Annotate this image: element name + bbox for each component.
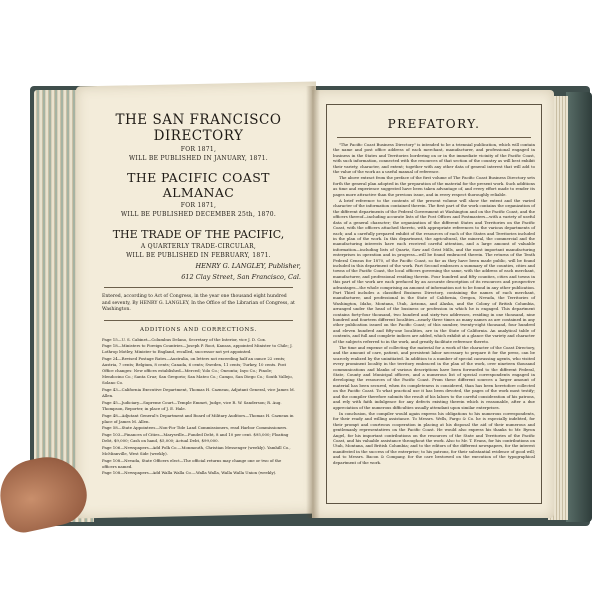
additions-item: Page 108—Newspapers—Add Walla Walla Co.—Walla Walla, Walla Walla Union (weekly). (102, 470, 277, 476)
prefatory-paragraph: The above extract from the preface of the first volume of The Pacific Coast Business Directory sets forth the general plan adopted in the preparation of the material for the present work. Such additions as time and experience suggested have been taken advantage of, and every effort made to render its pages more attractive than the previous issue, and in every respect thoroughly reliable. (333, 175, 535, 197)
prefatory-paragraph: A brief reference to the contents of the present volume will show the extent and the varied character of the information contained therein. The first part of the work contains the organization of the different departments of the Federal Government at Washington and on the Pacific Coast, and the officers thereof—including accurate lists of the Post Offices and Postmasters—with a variety of useful data of a general character; the organization of the different States and Territories on the Pacific Coast, with the officers attached thereto, with appropriate references to the various departments of each; and a carefully prepared exhibit of the resources of each of the States and Territories included in the plan of the work. In this department, the agricultural, the mineral, the commercial and the manufacturing interests have each received careful attention, and a large amount of valuable information—including lists of Quartz, Saw and Grist Mills, and the most important manufacturing enterprises in operation and in progress—will be found embraced therein. The returns of the Tenth Federal Census for 1870, of the Pacific Coast, so far as they have been made public, will be found included in this department of the work. Part Second embraces a summary of the counties, cities and towns of the Pacific Coast, the local officers governing the same, with the address of each merchant, manufacturer, and professional residing therein. Four hundred and fifty counties, cities and towns in this part of the work are each prefaced by an accurate description of its resources and prospective advantages—the whole comprising an amount of information not to be found in any other publication. Part Third includes a classified Business Directory, containing the names of each merchant, manufacturer, and professional in the State of California, Oregon, Nevada, the Territories of Washington, Idaho, Montana, Utah, Arizona, and Alaska, and the Colony of British Columbia, arranged under the head of the business or profession in which he is engaged. This department contains forty-four thousand, two hundred and sixty-two addresses, residing in one thousand, nine hundred and fourteen different localities—nearly three times as many names as are contained in any other publication issued on the Pacific Coast; of this number, twenty-eight thousand, four hundred and eleven hundred and fifty-one localities, are in the State of California. An analytical table of contents, and full and complete indices are added, which exhibit at a glance the variety and character of the subjects referred to in the work, and greatly facilitate reference thereto. (333, 198, 535, 344)
almanac-title: THE PACIFIC COAST ALMANAC (127, 170, 270, 200)
almanac-year: FOR 1871, (180, 202, 217, 209)
trade-subtitle: A QUARTERLY TRADE-CIRCULAR, (140, 243, 257, 250)
additions-item: Page 108—Nevada, State Officers elect—The official returns may change one or two of the officers named. (102, 457, 282, 469)
prefatory-title: PREFATORY. (387, 117, 481, 131)
book-back-cover-edge (566, 92, 592, 522)
additions-item: Page 24—Revised Postage Rates—Australia, on letters not exceeding half an ounce 22 cents; Austria, 7 cents; Belgium, 8 cents; Canada, 6 cents; Sweden, 11 cents; Turkey, 10 cents. Post Office changes: New offices established—Merced; Yolo Co.; Oneonta; Inyo Co.; Pinole; Mendocino Co.; Santa Cruz; San Gregorio; San Mateo Co.; Campo, San Diego Co.; South Vallejo, Solano Co. (102, 355, 294, 386)
prefatory-paragraph: "The Pacific Coast Business Directory" is intended to be a triennial publication, which will contain the name and post office address of each merchant, manufacturer, and professional engaged in business in the States and Territories bordering on or in the immediate vicinity of the Pacific Coast, with such information, connected with the resources of that section of the country as will best exhibit their variety, character, and extent; together with any other data of general interest that will add to the value of the work as a useful manual of reference. (333, 142, 535, 175)
additions-item: Page 106—Newspapers—Add Polk Co.—Monmouth, Christian Messenger (weekly). Yamhill Co., McMinnville, West Side (weekly). (102, 444, 291, 456)
publisher-address: 612 Clay Street, San Francisco, Cal. (181, 273, 301, 281)
copyright-notice: Entered, according to Act of Congress, in the year one thousand eight hundred and seventy, By HENRY G. LANGLEY, In the Office of the Librarian of Congress, at Washington. (102, 294, 295, 312)
directory-year: FOR 1871, (180, 146, 217, 153)
divider (104, 320, 293, 321)
additions-item: Page 15—U. S. Cabinet—Columbus Delano, Secretary of the Interior, vice J. D. Cox. (102, 336, 267, 342)
right-page-content (326, 104, 542, 504)
directory-publication: WILL BE PUBLISHED IN JANUARY, 1871. (128, 155, 269, 162)
prefatory-paragraph: The time and expense of collecting the material for a work of the character of the Coast Directory, and the amount of care, patient, and persistent labor necessary to prepare it for the press, can be scarcely realized by the uninitiated. In addition to a number of special canvassing agents, who visited every prominent locality in the territory embraced in the plan of the work, over nineteen thousand communications and blanks of various descriptions have been forwarded to the different Federal, State, County and Municipal officers, and a numerous list of special correspondents engaged in developing the resources of the Pacific Coast. From these different sources a larger amount of material has been secured, when its completeness is considered, than has been heretofore collected on the Pacific Coast. To what practical use it has been devoted, the pages of the work most testify; and the compiler therefore submits the result of his labors to the careful consideration of his patrons, and rely with faith indulgence for any defects existing therein which is reasonable, after a due appreciation of the numerous difficulties usually attendant upon similar enterprises. (333, 345, 535, 410)
additions-item: Page 18—Ministers to Foreign Countries—Joseph P. Root, Kansas, appointed Minister to Chile; J. Lothrop Motley, Minister to England, recalled, successor not yet appointed. (102, 343, 293, 355)
additions-item: Page 45—Judiciary—Supreme Court—Temple Emmet, Judge, vice R. W. Sanderson; R. Aug. Thompson, Reporter, in place of J. E. Hale. (102, 399, 282, 411)
prefatory-paragraph: In conclusion, the compiler would again express his obligations to his numerous correspondents, for their ready and willing assistance. To Messrs. Wells, Fargo & Co. he is especially indebted, for their prompt and courteous cooperation in placing at his disposal the aid of their numerous and gentlemanly representatives on the Pacific Coast. He would also express his thanks to Mr. Byron Angel, for his important contributions on the resources of the State and Territories of the Pacific Coast, and his valuable assistance throughout the work. Also to Mr. T. Evans, for his contributions on Utah, Montana, and British Columbia; and to the editors of the different newspapers, for the interest manifested in the success of the enterprise; to his patrons, for their substantial evidence of good will; and to Messrs. Bacon & Company, for the care bestowed on the execution of the typographical department of the work. (333, 410, 535, 465)
additions-heading: ADDITIONS AND CORRECTIONS. (139, 326, 258, 333)
book-gutter (306, 86, 320, 518)
additions-item: Page 48—Adjutant General's Department and Board of Military Auditors—Thomas H. Cazneau in place of James M. Allen. (102, 412, 294, 424)
left-page-content (96, 100, 301, 477)
directory-title: THE SAN FRANCISCO DIRECTORY (115, 112, 282, 144)
additions-item: Page 43—California Executive Department, Thomas H. Cazneau, Adjutant General, vice James M. Allen. (102, 387, 295, 399)
divider (104, 287, 293, 288)
trade-publication: WILL BE PUBLISHED IN FEBRUARY, 1871. (126, 252, 271, 259)
publisher-name: HENRY G. LANGLEY, Publisher, (195, 262, 301, 270)
additions-item: Page 58—State Appointees—Non-For Tide Land Commissioners, read Harbor Commissioners. (102, 425, 288, 431)
almanac-publication: WILL BE PUBLISHED DECEMBER 25th, 1870. (120, 211, 277, 218)
additions-item: Page 103—Finances of Cities—Marysville—Funded Debt, 8 and 10 per cent. $95,000; Floating Debt, $9,000; Cash on hand, $5,000; Actual Debt, $99,000. (102, 432, 289, 444)
additions-list (102, 337, 295, 477)
trade-title: THE TRADE OF THE PACIFIC, (112, 228, 285, 241)
divider (337, 137, 531, 138)
